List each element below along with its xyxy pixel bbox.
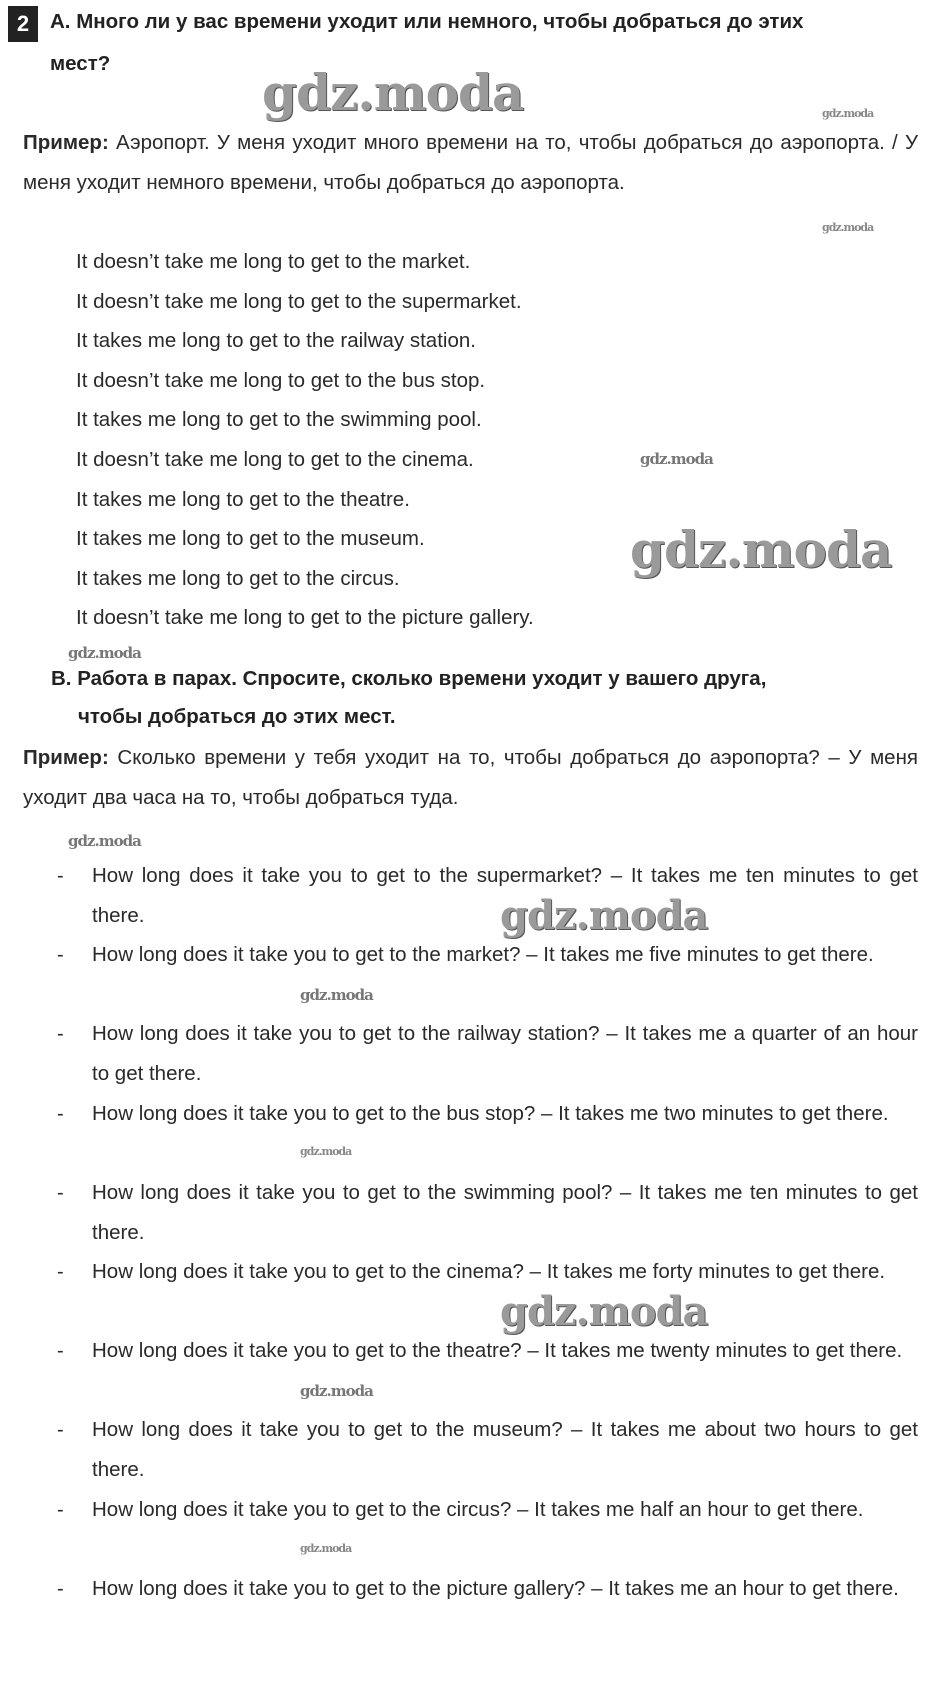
- list-bullet-dash: -: [57, 1340, 64, 1363]
- answer-line: It doesn’t take me long to get to the cinema.: [76, 448, 474, 471]
- answer-line: It takes me long to get to the swimming pool.: [76, 408, 482, 432]
- answer-line: It takes me long to get to the museum.: [76, 527, 425, 551]
- list-bullet-dash: -: [57, 1577, 64, 1600]
- example-text: Сколько времени у тебя уходит на то, чтобы добраться до аэропорта? – У меня уходит два часа на то, чтобы добраться туда.: [23, 746, 918, 809]
- watermark-logo: gdz.moda: [630, 520, 892, 579]
- example-label: Пример:: [23, 746, 109, 769]
- dialogue-item: How long does it take you to get to the supermarket? – It takes me ten minutes to get there.: [92, 864, 918, 927]
- answer-line: It doesn’t take me long to get to the bus stop.: [76, 368, 486, 392]
- watermark-logo: gdz.moda: [300, 1382, 373, 1400]
- list-bullet-dash: -: [57, 1023, 64, 1046]
- answer-line: It doesn’t take me long to get to the market.: [76, 250, 471, 273]
- watermark-logo: gdz.moda: [822, 221, 874, 234]
- answer-line: It doesn’t take me long to get to the picture gallery.: [76, 606, 534, 630]
- dialogue-item: How long does it take you to get to the market? – It takes me five minutes to get there.: [92, 943, 874, 967]
- list-bullet-dash: -: [57, 865, 64, 887]
- dialogue-item: How long does it take you to get to the theatre? – It takes me twenty minutes to get there.: [92, 1339, 903, 1363]
- watermark-logo: gdz.moda: [822, 107, 874, 120]
- dialogue-item: How long does it take you to get to the picture gallery? – It takes me an hour to get there.: [92, 1576, 899, 1600]
- watermark-logo: gdz.moda: [300, 986, 373, 1004]
- example-text: Аэропорт. У меня уходит много времени на то, чтобы добраться до аэропорта. / У меня уходит немного времени, чтобы добраться до аэропорта.: [23, 131, 918, 194]
- answer-line: It takes me long to get to the railway station.: [76, 329, 476, 353]
- dialogue-item: How long does it take you to get to the swimming pool? – It takes me ten minutes to get there.: [92, 1180, 918, 1244]
- watermark-logo: gdz.moda: [500, 892, 708, 939]
- dialogue-item: How long does it take you to get to the cinema? – It takes me forty minutes to get there.: [92, 1260, 886, 1283]
- dialogue-item: How long does it take you to get to the circus? – It takes me half an hour to get there.: [92, 1497, 864, 1521]
- dialogue-item: How long does it take you to get to the railway station? – It takes me a quarter of an hour to get there.: [92, 1022, 918, 1086]
- part-a-example: [23, 123, 918, 203]
- watermark-logo: gdz.moda: [500, 1288, 708, 1335]
- example-label: Пример:: [23, 131, 109, 154]
- list-bullet-dash: -: [57, 1181, 64, 1204]
- answer-line: It doesn’t take me long to get to the supermarket.: [76, 289, 522, 313]
- watermark-logo: gdz.moda: [300, 1145, 352, 1158]
- part-b-heading-cont: чтобы добраться до этих мест.: [78, 705, 396, 728]
- part-a-heading-cont: мест?: [50, 52, 111, 75]
- watermark-logo: gdz.moda: [300, 1542, 352, 1555]
- dialogue-item: How long does it take you to get to the bus stop? – It takes me two minutes to get there.: [92, 1101, 889, 1125]
- watermark-logo: gdz.moda: [68, 644, 141, 662]
- list-bullet-dash: -: [57, 1102, 64, 1125]
- part-b-heading: B. Работа в парах. Спросите, сколько времени уходит у вашего друга,: [51, 667, 767, 690]
- part-b-example: [23, 738, 918, 818]
- list-bullet-dash: -: [57, 944, 64, 967]
- watermark-logo: gdz.moda: [68, 832, 141, 850]
- exercise-number-badge: 2: [8, 6, 38, 42]
- dialogue-item: How long does it take you to get to the museum? – It takes me about two hours to get there.: [92, 1418, 918, 1482]
- watermark-logo: gdz.moda: [640, 450, 713, 468]
- answer-line: It takes me long to get to the circus.: [76, 566, 400, 590]
- part-a-heading: А. Много ли у вас времени уходит или немного, чтобы добраться до этих: [50, 10, 804, 33]
- watermark-logo: gdz.moda: [262, 63, 524, 122]
- list-bullet-dash: -: [57, 1261, 64, 1283]
- answer-line: It takes me long to get to the theatre.: [76, 487, 410, 511]
- list-bullet-dash: -: [57, 1498, 64, 1521]
- list-bullet-dash: -: [57, 1419, 64, 1442]
